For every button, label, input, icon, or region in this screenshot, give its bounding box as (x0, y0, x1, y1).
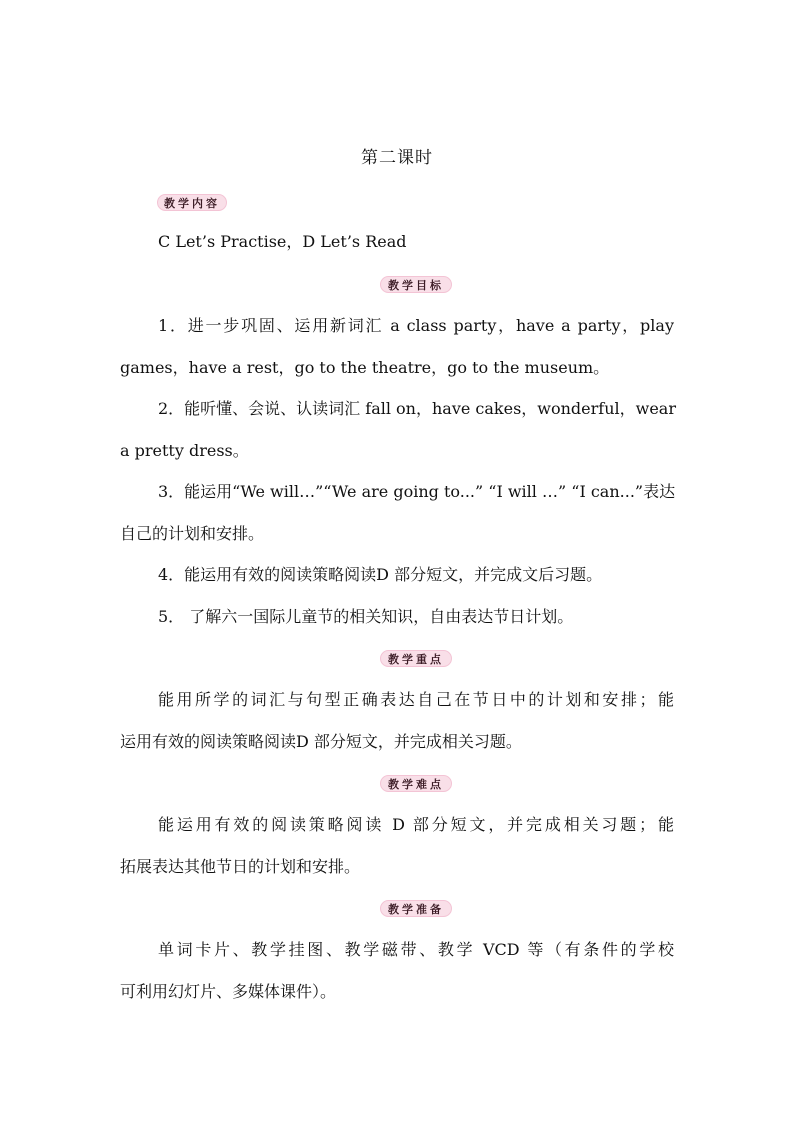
key-points-line-1: 能用所学的词汇与句型正确表达自己在节日中的计划和安排；能 (158, 690, 674, 709)
section-label-teaching-objectives: 教学目标 (380, 276, 452, 293)
objective-1-line-1: 1．进一步巩固、运用新词汇 a class party，have a party，play (158, 316, 674, 335)
preparation-paragraph (120, 929, 674, 1012)
objective-3-line-1: 3．能运用“We will…”“We are going to...” “I will …” “I can...”表达 (158, 482, 676, 501)
preparation-line-2: 可利用幻灯片、多媒体课件）。 (120, 981, 337, 1001)
objective-2-line-2: a pretty dress。 (120, 440, 249, 460)
preparation-line-1: 单词卡片、教学挂图、教学磁带、教学 VCD 等（有条件的学校 (158, 940, 674, 959)
difficulties-paragraph (120, 804, 674, 887)
key-points-line-2: 运用有效的阅读策略阅读D 部分短文，并完成相关习题。 (120, 731, 522, 751)
objective-item (120, 471, 674, 554)
objective-1-line-2: games，have a rest，go to the theatre，go to the museum。 (120, 357, 610, 377)
teaching-content-text: C Let’s Practise，D Let’s Read (158, 232, 407, 251)
objective-2-line-1: 2．能听懂、会说、认读词汇 fall on，have cakes，wonderful，wear (158, 399, 676, 418)
section-label-preparation: 教学准备 (380, 900, 452, 917)
section-label-key-points: 教学重点 (380, 650, 452, 667)
objective-3-line-2: 自己的计划和安排。 (120, 523, 265, 543)
objective-5: 5． 了解六一国际儿童节的相关知识，自由表达节日计划。 (158, 607, 574, 626)
objective-4: 4．能运用有效的阅读策略阅读D 部分短文，并完成文后习题。 (158, 565, 603, 584)
section-label-teaching-content: 教学内容 (157, 194, 227, 211)
objective-item (120, 388, 674, 471)
objective-item (120, 305, 674, 388)
lesson-title: 第二课时 (361, 148, 433, 168)
difficulties-line-2: 拓展表达其他节日的计划和安排。 (120, 856, 361, 876)
key-points-paragraph (120, 679, 674, 762)
section-label-difficulties: 教学难点 (380, 775, 452, 792)
difficulties-line-1: 能运用有效的阅读策略阅读 D 部分短文，并完成相关习题；能 (158, 815, 674, 834)
